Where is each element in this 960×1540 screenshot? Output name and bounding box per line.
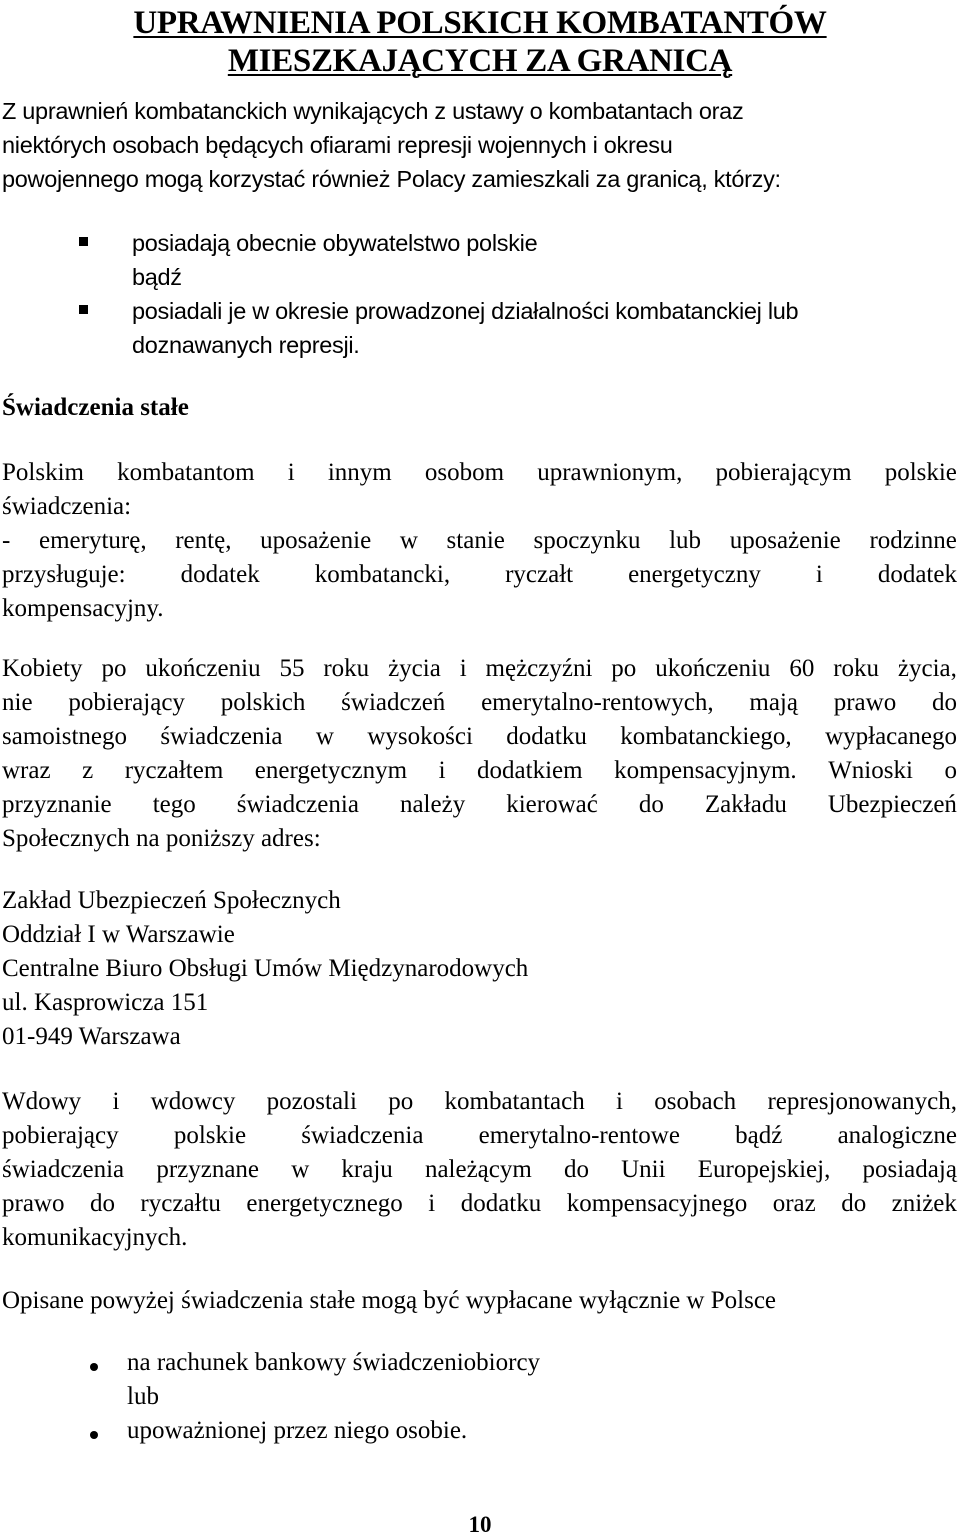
word: nie [2, 689, 33, 716]
word: przysługuje: [2, 561, 126, 588]
word: kraju [341, 1156, 393, 1183]
word: wysokości [367, 723, 473, 750]
page-title-line-1: UPRAWNIENIA POLSKICH KOMBATANTÓW [133, 5, 827, 41]
paragraph-2-line-1 [2, 652, 957, 686]
word: energetycznego [246, 1190, 403, 1217]
paragraph-1-line-3 [2, 524, 957, 558]
word: pobierający [68, 689, 185, 716]
paragraph-2-line-2 [2, 686, 957, 720]
bullet-dot-icon [90, 1431, 98, 1439]
word: prawo [2, 1190, 65, 1217]
word: do [563, 1156, 589, 1183]
word: oraz [772, 1190, 816, 1217]
word: Wnioski [828, 757, 913, 784]
word: należącym [424, 1156, 532, 1183]
address-line: ul. Kasprowicza 151 [2, 989, 209, 1016]
word: bądź [735, 1122, 783, 1149]
page-number: 10 [468, 1512, 492, 1537]
bullet-dot-icon [90, 1363, 98, 1371]
condition-connector: bądź [132, 264, 182, 290]
paragraph-3-line-5: komunikacyjnych. [2, 1224, 188, 1251]
word: wraz [2, 757, 51, 784]
paragraph-2-line-4 [2, 754, 957, 788]
word: i [428, 1190, 436, 1217]
address-line: 01-949 Warszawa [2, 1023, 181, 1050]
word: stanie [446, 527, 505, 554]
word: polskich [220, 689, 306, 716]
word: polskie [173, 1122, 247, 1149]
word: w [315, 723, 334, 750]
word: kierować [506, 791, 598, 818]
paragraph-2-line-6: Społecznych na poniższy adres: [2, 825, 321, 852]
word: pobierający [2, 1122, 119, 1149]
address-line: Zakład Ubezpieczeń Społecznych [2, 887, 341, 914]
word: roku [833, 655, 880, 682]
word: dodatek [877, 561, 957, 588]
payment-option-connector: lub [127, 1383, 159, 1410]
word: Ubezpieczeń [827, 791, 957, 818]
word: Europejskiej, [697, 1156, 831, 1183]
paragraph-3-line-4 [2, 1187, 957, 1221]
word: o [944, 757, 957, 784]
word: Kobiety [2, 655, 83, 682]
word: życia, [897, 655, 957, 682]
word: świadczenia [160, 723, 283, 750]
word: kombatantom [117, 459, 255, 486]
word: kombatanckiego, [620, 723, 792, 750]
word: dodatek [180, 561, 260, 588]
word: spoczynku [533, 527, 641, 554]
word: kombatantach [444, 1088, 585, 1115]
word: i [287, 459, 295, 486]
section-heading: Świadczenia stałe [2, 394, 189, 421]
word: Polskim [2, 459, 84, 486]
paragraph-1-line-4 [2, 558, 957, 592]
word: po [388, 1088, 414, 1115]
word: zniżek [891, 1190, 957, 1217]
intro-line: Z uprawnień kombatanckich wynikających z ustawy o kombatantach oraz [2, 98, 744, 124]
word: prawo [833, 689, 897, 716]
payment-option-2: upoważnionej przez niego osobie. [127, 1417, 468, 1444]
word: represjonowanych, [767, 1088, 957, 1115]
word: przyznane [156, 1156, 260, 1183]
word: pozostali [266, 1088, 357, 1115]
address-line: Oddział I w Warszawie [2, 921, 235, 948]
word: kompensacyjnego [566, 1190, 748, 1217]
word: lub [669, 527, 702, 554]
word: rodzinne [869, 527, 957, 554]
word: i [815, 561, 823, 588]
paragraph-2-line-3 [2, 720, 957, 754]
word: Wdowy [2, 1088, 82, 1115]
word: do [931, 689, 957, 716]
word: w [291, 1156, 310, 1183]
word: samoistnego [2, 723, 127, 750]
condition-item-1: posiadają obecnie obywatelstwo polskie [132, 230, 538, 256]
word: należy [399, 791, 466, 818]
word: dodatkiem [477, 757, 583, 784]
intro-line: niektórych osobach będących ofiarami represji wojennych i okresu [2, 132, 673, 158]
word: ukończeniu [655, 655, 771, 682]
word: ryczałtu [140, 1190, 221, 1217]
address-line: Centralne Biuro Obsługi Umów Międzynarodowych [2, 955, 529, 982]
word: po [611, 655, 637, 682]
word: i [438, 757, 446, 784]
word: emeryturę, [38, 527, 147, 554]
word: dodatku [506, 723, 587, 750]
word: w [399, 527, 418, 554]
word: kombatancki, [314, 561, 451, 588]
word: energetyczny [628, 561, 761, 588]
condition-item-2: posiadali je w okresie prowadzonej działalności kombatanckiej lub [132, 298, 799, 324]
word: pobierającym [715, 459, 852, 486]
paragraph-3-line-3 [2, 1153, 957, 1187]
word: świadczenia [301, 1122, 424, 1149]
payment-note: Opisane powyżej świadczenia stałe mogą być wypłacane wyłącznie w Polsce [2, 1287, 777, 1314]
word: tego [152, 791, 196, 818]
word: analogiczne [837, 1122, 957, 1149]
word: osobach [654, 1088, 737, 1115]
word: posiadają [862, 1156, 957, 1183]
word: do [841, 1190, 867, 1217]
intro-line: powojennego mogą korzystać również Polacy zamieszkali za granicą, którzy: [2, 166, 781, 192]
word: świadczenia [2, 1156, 125, 1183]
word: ukończeniu [145, 655, 261, 682]
word: dodatku [460, 1190, 542, 1217]
word: polskie [884, 459, 957, 486]
word: osobom [424, 459, 505, 486]
word: emerytalno-rentowych, [481, 689, 714, 716]
word: i [112, 1088, 120, 1115]
paragraph-1-line-1 [2, 456, 957, 490]
page-title-line-2: MIESZKAJĄCYCH ZA GRANICĄ [227, 43, 733, 79]
word: uposażenie [260, 527, 372, 554]
word: wypłacanego [825, 723, 957, 750]
word: życia [388, 655, 441, 682]
square-bullet-icon [79, 305, 88, 314]
paragraph-1-line-2: świadczenia: [2, 493, 132, 520]
paragraph-2-line-5 [2, 788, 957, 822]
word: energetycznym [254, 757, 408, 784]
word: Zakładu [704, 791, 787, 818]
word: roku [323, 655, 370, 682]
word: z [82, 757, 94, 784]
word: Unii [621, 1156, 666, 1183]
word: innym [327, 459, 392, 486]
square-bullet-icon [79, 237, 88, 246]
paragraph-1-line-5: kompensacyjny. [2, 595, 164, 622]
word: emerytalno-rentowe [478, 1122, 680, 1149]
word: do [638, 791, 664, 818]
word: 60 [789, 655, 815, 682]
word: do [89, 1190, 115, 1217]
word: - [2, 527, 11, 554]
word: kompensacyjnym. [614, 757, 797, 784]
paragraph-3-line-2 [2, 1119, 957, 1153]
word: przyznanie [2, 791, 112, 818]
word: i [616, 1088, 623, 1115]
word: i [459, 655, 467, 682]
paragraph-3-line-1 [2, 1085, 957, 1119]
word: rentę, [175, 527, 232, 554]
word: wdowcy [150, 1088, 236, 1115]
word: mają [749, 689, 798, 716]
word: ryczałt [505, 561, 574, 588]
word: ryczałtem [124, 757, 224, 784]
word: po [101, 655, 127, 682]
word: uprawnionym, [537, 459, 683, 486]
payment-option-1: na rachunek bankowy świadczeniobiorcy [127, 1349, 541, 1376]
condition-item-2-continued: doznawanych represji. [132, 332, 360, 358]
word: mężczyźni [485, 655, 593, 682]
word: 55 [279, 655, 305, 682]
word: uposażenie [729, 527, 841, 554]
word: świadczeń [341, 689, 446, 716]
word: świadczenia [236, 791, 359, 818]
